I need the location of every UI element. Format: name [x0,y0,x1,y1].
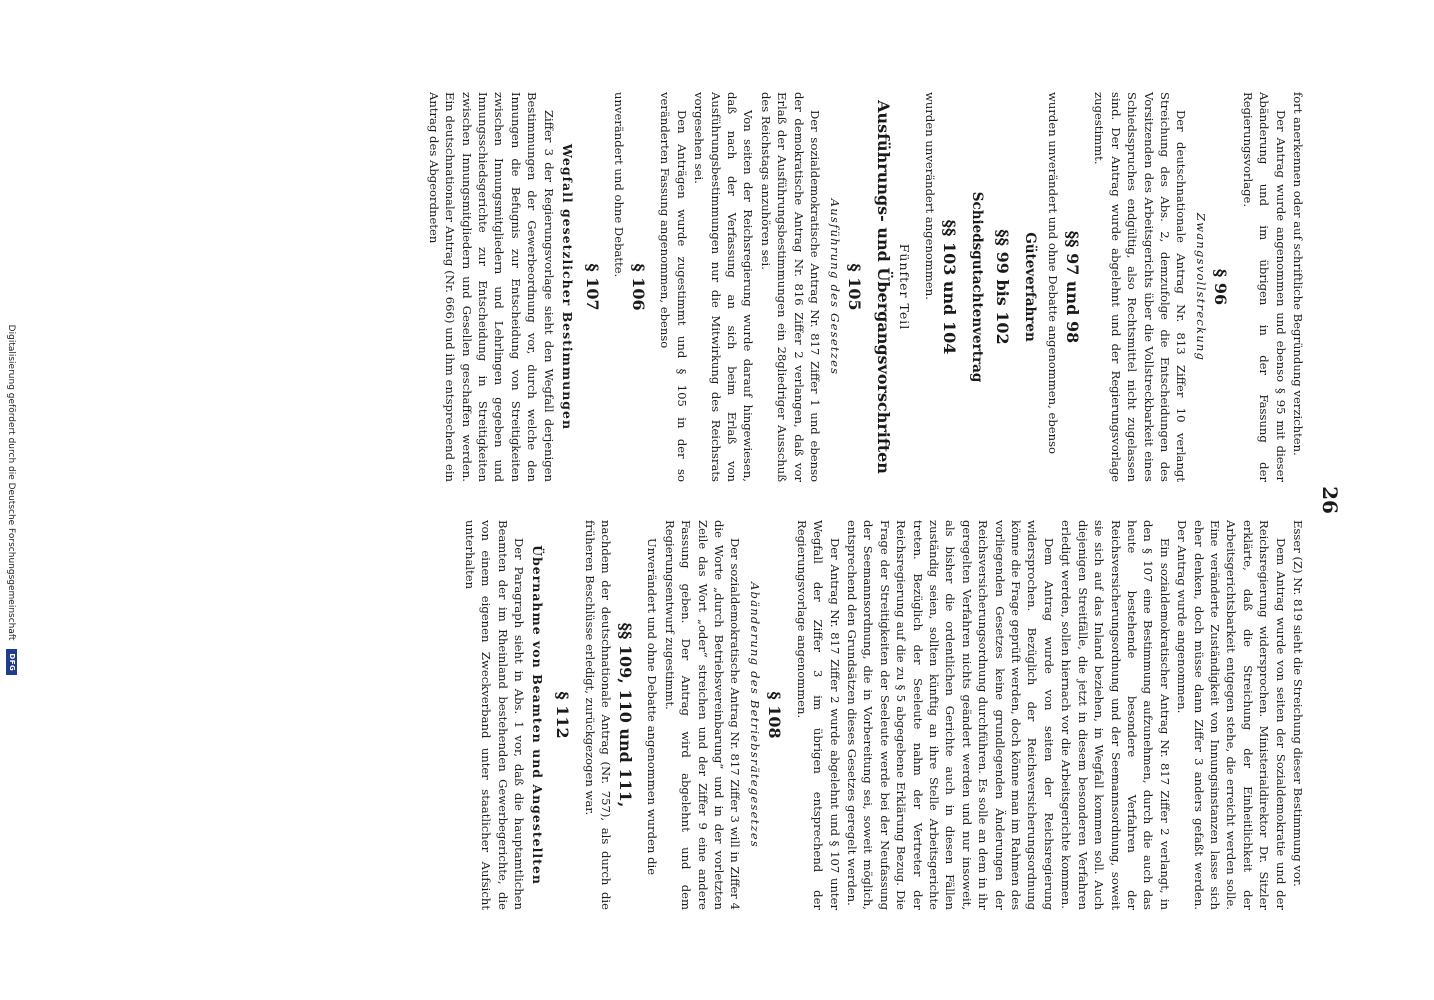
part-heading: Ausführungs- und Übergangsvorschriften [874,100,894,474]
paragraph-continuation: wurden unverändert und ohne Debatte angenommen, ebenso [1045,92,1060,454]
section-subtitle: Abänderung des Betriebsrätegesetzes [748,581,763,849]
paragraph: Der deutschnationale Antrag Nr. 813 Ziffer 10 verlangt Streichung des Abs. 2, demzufolge die Entscheidungen des Vorsitzenden des Arbeitsgerichts über die Vollstreckbarkeit eines Schiedsspruches endgültig, also Rechtsmittel nicht zugelassen sind. Der Antrag wurde abgelehnt und der Regierungsvorlage zugestimmt. [1092,92,1189,482]
paragraph-continuation: unverändert und ohne Debatte. [612,92,627,278]
section-heading: § 107 [582,263,602,311]
paragraph: Dem Antrag wurde von seiten der Sozialdemokratie und der Reichsregierung widersprochen. Ministerialdirektor Dr. Sitzler erklärte, daß die Streichung der Einheitlichkeit der Arbeitsgerichtsbarkeit entgegen stehe, die erreicht werden solle. Eine veränderte Zuständigkeit von Innungsinstanzen lasse sich eher denken, doch müsse dann Ziffer 3 anders gefaßt werden. Der Antrag wurde angenommen. [1175,520,1288,910]
bold-heading: Güteverfahren [1021,232,1038,342]
page-number: 26 [1318,486,1342,514]
paragraph: Der Antrag Nr. 817 Ziffer 2 wurde abgelehnt und § 107 unter Wegfall der Ziffer 3 im übrigen entsprechend der Regierungsvorlage angenommen. [794,520,842,910]
paragraph: Der Antrag wurde angenommen und ebenso § 95 mit dieser Abänderung und im übrigen in der Fassung der Regierungsvorlage. [1240,92,1288,482]
paragraph: Unverändert und ohne Debatte angenommen wurden die [645,538,660,876]
section-subtitle: Zwangsvollstreckung [1194,212,1209,362]
dfg-logo-icon: DFG [6,649,17,675]
section-heading: § 96 [1211,268,1231,306]
paragraph-continuation: wurden unverändert angenommen. [922,92,937,300]
part-label: Fünfter Teil [897,243,913,331]
paragraph: Ziffer 3 der Regierungsvorlage sieht den Wegfall derjenigen Bestimmungen der Gewerbeordnung vor, durch welche den Innungen die Befugnis zur Entscheidung von Streitigkeiten zwischen Innungsmitgliedern und Lehrlingen gegeben und Innungsschiedsgerichte zur Entscheidung in Streitigkeiten zwischen Innungsmitgliedern und Gesellen geschaffen werden. Ein deutschnationaler Antrag (Nr. 666) und ihm entsprechend ein Antrag des Abgeordneten [426,92,556,482]
paragraph: Von seiten der Reichsregierung wurde darauf hingewiesen, daß nach der Verfassung an sich beim Erlaß von Ausführungsbestimmungen nur die Mitwirkung des Reichsrats vorgesehen sei. [692,92,756,482]
section-heading: § 106 [629,263,649,311]
section-heading: § 108 [765,691,785,739]
paragraph: Der sozialdemokratische Antrag Nr. 817 Ziffer 3 will in Ziffer 4 die Worte „durch Betriebsvereinbarung“ und in der vorletzten Zeile das Wort „oder“ streichen und der Ziffer 9 eine andere Fassung geben. Der Antrag wird abgelehnt und dem Regierungsentwurf zugestimmt. [662,520,743,910]
section-heading: §§ 109, 110 und 111, [615,622,635,808]
paragraph-continuation: fort anerkennen oder auf schriftliche Begründung verzichten. [1291,92,1305,456]
section-heading: § 105 [845,263,865,311]
paragraph: Den Anträgen wurde zugestimmt und § 105 in der so veränderten Fassung angenommen, ebenso [658,92,689,482]
section-heading: §§ 97 und 98 [1062,230,1082,344]
footer-credit-text: Digitalisierung gefördert durch die Deutsche Forschungsgemeinschaft [6,324,16,641]
section-heading: §§ 103 und 104 [939,219,959,355]
section-heading: §§ 99 bis 102 [992,229,1012,345]
bold-heading: Schiedsgutachtenvertrag [968,191,985,383]
right-text-column [116,520,1306,910]
spaced-heading: Wegfall gesetzlicher Bestimmungen [559,143,575,431]
digitization-footer [6,0,17,1000]
left-text-column [116,92,1306,482]
paragraph: Dem Antrag wurde von seiten der Reichsregierung widersprochen. Bezüglich der Reichsversicherungsordnung könne die Frage geprüft werden, doch könne man im Rahmen des vorliegenden Gesetzes keine grundlegenden Änderungen der Reichsversicherungsordnung durchführen. Es solle an dem in ihr geregelten Verfahren nichts geändert werden und nur insoweit, als bisher die ordentlichen Gerichte auch in diesen Fällen zuständig seien, sollten künftig an ihre Stelle Arbeitsgerichte treten. Bezüglich der Seeleute nahm der Vertreter der Reichsregierung auf die zu § 5 abgegebene Erklärung Bezug. Die Frage der Streitigkeiten der Seeleute werde bei der Neufassung der Seemannsordnung, die in Vorbereitung sei, soweit möglich, entsprechend den Grundsätzen dieses Gesetzes geregelt werden. [845,520,1056,910]
paragraph-continuation: nachdem der deutschnationale Antrag (Nr. 757), als durch die früheren Beschlüsse erledigt, zurückgezogen war. [582,520,613,910]
paragraph-continuation: Esser (Z) Nr. 819 sieht die Streichung dieser Bestimmung vor. [1291,520,1305,887]
section-subtitle: Ausführung des Gesetzes [828,198,843,376]
paragraph: Der sozialdemokratische Antrag Nr. 817 Ziffer 1 und ebenso der demokratische Antrag Nr. 816 Ziffer 2 verlangen, daß vor Erlaß der Ausführungsbestimmungen ein 28gliedriger Ausschuß des Reichstags anzuhören sei. [758,92,823,482]
spaced-heading: Übernahme von Beamten und Angestellten [530,545,546,885]
section-heading: § 112 [553,691,573,739]
paragraph: Ein sozialdemokratischer Antrag Nr. 817 Ziffer 2 verlangt, in den § 107 eine Bestimmung aufzunehmen, durch die auch das heute bestehende besondere Verfahren der Reichsversicherungsordnung und der Seemannsordnung, soweit sie sich auf das Inland beziehen, in Wegfall kommen soll. Auch diejenigen Streitfälle, die jetzt in diesem besonderen Verfahren erledigt werden, sollen hiernach vor die Arbeitsgerichte kommen. [1059,520,1172,910]
paragraph: Der Paragraph sieht in Abs. 1 vor, daß die hauptamtlichen Beamten der im Rheinland bestehenden Gewerbegerichte, die von einem eigenen Zweckverband unter staatlicher Aufsicht unterhalten [462,520,527,910]
